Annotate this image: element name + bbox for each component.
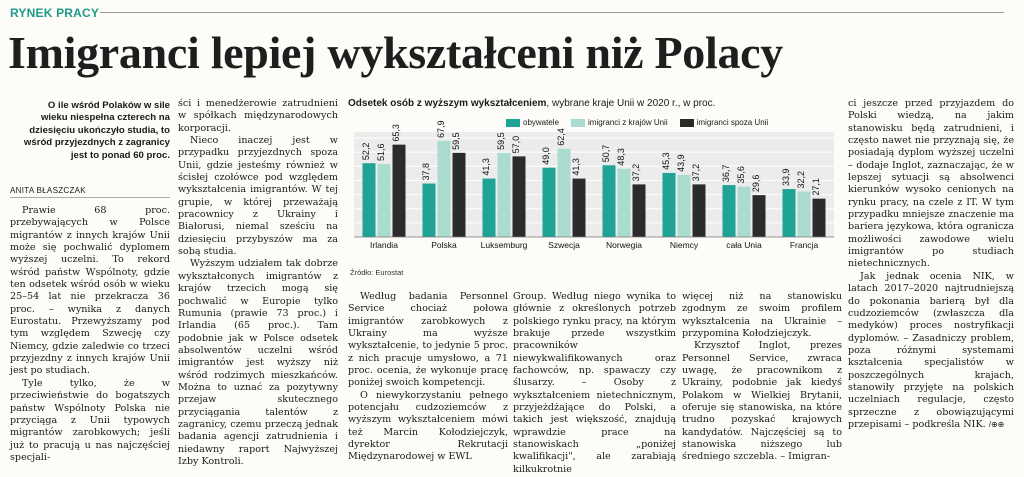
paragraph: ści i menedżerowie zatrudnieni w spółkach międzynarodowych korporacji. — [178, 98, 338, 134]
bar — [543, 168, 556, 237]
column-5 — [682, 291, 842, 464]
bar — [498, 153, 511, 237]
paragraph: Według badania Personnel Service chociaż połowa imigrantów zarobkowych z Ukrainy ma wyższe wykształcenie, to jedynie 5 proc. z nich pracuje umysłowo, a 71 proc. ocenia, że wykonuje pracę poniżej swoich kompetencji. — [348, 291, 508, 389]
data-label: 59,5 — [451, 132, 461, 150]
byline: ANITA BŁASZCZAK — [10, 186, 86, 195]
headline: Imigranci lepiej wykształceni niż Polacy — [8, 27, 783, 78]
data-label: 27,1 — [811, 178, 821, 196]
bar — [663, 173, 676, 237]
x-tick-label: Francja — [789, 240, 819, 250]
legend-label: imigranci spoza Unii — [696, 118, 769, 127]
x-tick-label: Luksemburg — [480, 240, 528, 250]
bar — [678, 175, 691, 237]
column-4 — [513, 291, 676, 476]
data-label: 51,6 — [376, 143, 386, 162]
bar — [513, 156, 526, 237]
column-6 — [848, 98, 1014, 431]
bar — [573, 179, 586, 237]
bar — [603, 165, 616, 237]
bar — [693, 184, 706, 237]
legend-label: imigranci z krajów Unii — [588, 118, 668, 127]
bar — [453, 153, 466, 237]
data-label: 67,9 — [436, 120, 446, 138]
chart — [346, 98, 842, 286]
x-tick-label: Polska — [431, 240, 457, 250]
paragraph-text: Jak jednak ocenia NIK, w latach 2017–2020 najtrudniejszą do pokonania barierą był dla cudzoziemców (zwłaszcza dla medyków) proces nostryfikacji dyplomów. – Zasadniczy problem, poza różnymi systemami kształcenia specjalistów w poszczególnych krajach, stanowiły przyjęte na polskich uczelniach regulacje, często sprzeczne z obowiązującymi przepisami – podkreśla NIK. — [848, 270, 1014, 430]
column-3 — [348, 291, 508, 464]
bar — [738, 187, 751, 237]
lead-paragraph: O ile wśród Polaków w sile wieku niespełna czterech na dziesięciu ukończyło studia, to wśród przyjezdnych z zagranicy jest to ponad 60 proc. — [23, 100, 170, 161]
section-rule — [100, 12, 1004, 13]
chart-source: Źródło: Eurostat — [350, 268, 404, 277]
data-label: 41,3 — [481, 158, 491, 176]
bar — [363, 163, 376, 237]
column-1 — [10, 205, 170, 464]
paragraph: Prawie 68 proc. przebywających w Polsce migrantów z innych krajów Unii może się pochwalić dyplomem wyższej uczelni. To rekord wśród państw Wspólnoty, gdzie ten odsetek wśród osób w wieku 25–54 lat nie przekracza 36 proc. – wynika z danych Eurostatu. Przewyższamy pod tym względem Szwecję czy Niemcy, gdzie zaledwie co trzeci przyjezdny z innych krajów Unii jest po studiach. — [10, 205, 170, 377]
bar — [783, 189, 796, 237]
data-label: 43,9 — [676, 154, 686, 172]
x-tick-label: Szwecja — [548, 240, 580, 250]
bar — [618, 169, 631, 237]
paragraph: Nieco inaczej jest w przypadku przyjezdnych spoza Unii, gdzie jesteśmy również w ścisłej czołówce pod względem wykształcenia imigrantów. W tej grupie, w której przeważają pracownicy z Ukrainy i Białorusi, niemal sześciu na dziesięciu przybyszów ma za sobą studia. — [178, 135, 338, 258]
data-label: 45,3 — [661, 152, 671, 170]
data-label: 62,4 — [556, 128, 566, 146]
legend-label: obywatele — [523, 118, 560, 127]
data-label: 65,3 — [391, 124, 401, 142]
data-label: 37,8 — [421, 163, 431, 181]
data-label: 49,0 — [541, 147, 551, 165]
data-label: 32,2 — [796, 170, 806, 189]
bar — [438, 141, 451, 237]
bar — [813, 199, 826, 237]
data-label: 41,3 — [571, 158, 581, 176]
section-label: RYNEK PRACY — [10, 6, 100, 20]
end-mark: /⊕⊕ — [988, 419, 1005, 429]
paragraph: Tyle tylko, że w przeciwieństwie do bogatszych państw Wspólnoty Polska nie przyciąga z Unii typowych migrantów zarobkowych; jeśli już to pracują u nas najczęściej specjali- — [10, 377, 170, 463]
data-label: 57,0 — [511, 135, 521, 154]
paragraph: Wyższym udziałem tak dobrze wykształconych imigrantów z krajów trzecich mogą się pochwalić w Europie tylko Rumunia (prawie 73 proc.) i Irlandia (65 proc.). Tam podobnie jak w Polsce odsetek absolwentów uczelni wśród imigrantów jest wyższy niż wśród rodzimych mieszkańców. Można to uznać za pozytywny przejaw skutecznego przyciągania talentów z zagranicy, czemu przeczą jednak badania agencji zatrudnienia i niedawny raport Najwyższej Izby Kontroli. — [178, 258, 338, 467]
data-label: 36,7 — [721, 164, 731, 183]
chart-title-bold: Odsetek osób z wyższym wykształceniem — [348, 98, 547, 109]
x-tick-label: Irlandia — [370, 240, 398, 250]
chart-plot — [346, 98, 842, 268]
paragraph: Group. Według niego wynika to głównie z określonych potrzeb polskiego rynku pracy, na którym brakuje przede wszystkim pracowników niewykwalifikowanych oraz fachowców, np. spawaczy czy ślusarzy. – Osoby z wykształceniem nietechnicznym, przyjeżdżające do Polski, a takich jest większość, znajdują wprawdzie prace na stanowiskach „poniżej kwalifikacji", ale zarabiają kilkukrotnie — [513, 291, 676, 475]
paragraph: więcej niż na stanowisku zgodnym ze swoim profilem wykształcenia na Ukrainie – przypomina Kołodziejczyk. — [682, 291, 842, 340]
bar — [558, 149, 571, 237]
data-label: 33,9 — [781, 168, 791, 187]
column-2 — [178, 98, 338, 468]
paragraph — [848, 271, 1014, 431]
data-label: 29,6 — [751, 174, 761, 193]
data-label: 37,2 — [631, 163, 641, 182]
x-tick-label: Niemcy — [669, 240, 699, 250]
data-label: 50,7 — [601, 144, 611, 163]
paragraph: O niewykorzystaniu pełnego potencjału cudzoziemców z wyższym wykształceniem mówi też Marcin Kołodziejczyk, dyrektor Rekrutacji Międzynarodowej w EWL — [348, 389, 508, 463]
bar — [423, 184, 436, 237]
bar — [753, 195, 766, 237]
bar — [378, 164, 391, 237]
bar — [723, 185, 736, 237]
data-label: 37,2 — [691, 163, 701, 182]
bar — [633, 184, 646, 237]
x-tick-label: Norwegia — [606, 240, 642, 250]
x-tick-label: cała Unia — [726, 240, 762, 250]
data-label: 35,6 — [736, 166, 746, 184]
data-label: 48,3 — [616, 148, 626, 166]
chart-title-rest: , wybrane kraje Unii w 2020 r., w proc. — [546, 98, 716, 109]
data-label: 52,2 — [361, 142, 371, 161]
data-label: 59,5 — [496, 132, 506, 150]
bar — [483, 179, 496, 237]
paragraph: ci jeszcze przed przyjazdem do Polski wiedzą, na jakim stanowisku będą zatrudnieni, i często nawet nie przyznają się, że posiadają dyplom wyższej uczelni – dodaje Inglot, zaznaczając, że w lepszej sytuacji są absolwenci kierunków wysoko cenionych na rynku pracy, na czele z IT. W tym przypadku mniejsze znaczenie ma bariera językowa, która ogranicza możliwości zawodowe wielu imigrantów po studiach nietechnicznych. — [848, 98, 1014, 270]
bar — [798, 191, 811, 237]
byline-rule — [10, 197, 170, 198]
paragraph: Krzysztof Inglot, prezes Personnel Service, zwraca uwagę, że pracownikom z Ukrainy, podobnie jak kiedyś Polakom w Wielkiej Brytanii, oferuje się stanowiska, na które trudno pozyskać krajowych kandydatów. Najczęściej są to stanowiska niższego lub średniego szczebla. – Imigran- — [682, 340, 842, 463]
bar — [393, 145, 406, 237]
